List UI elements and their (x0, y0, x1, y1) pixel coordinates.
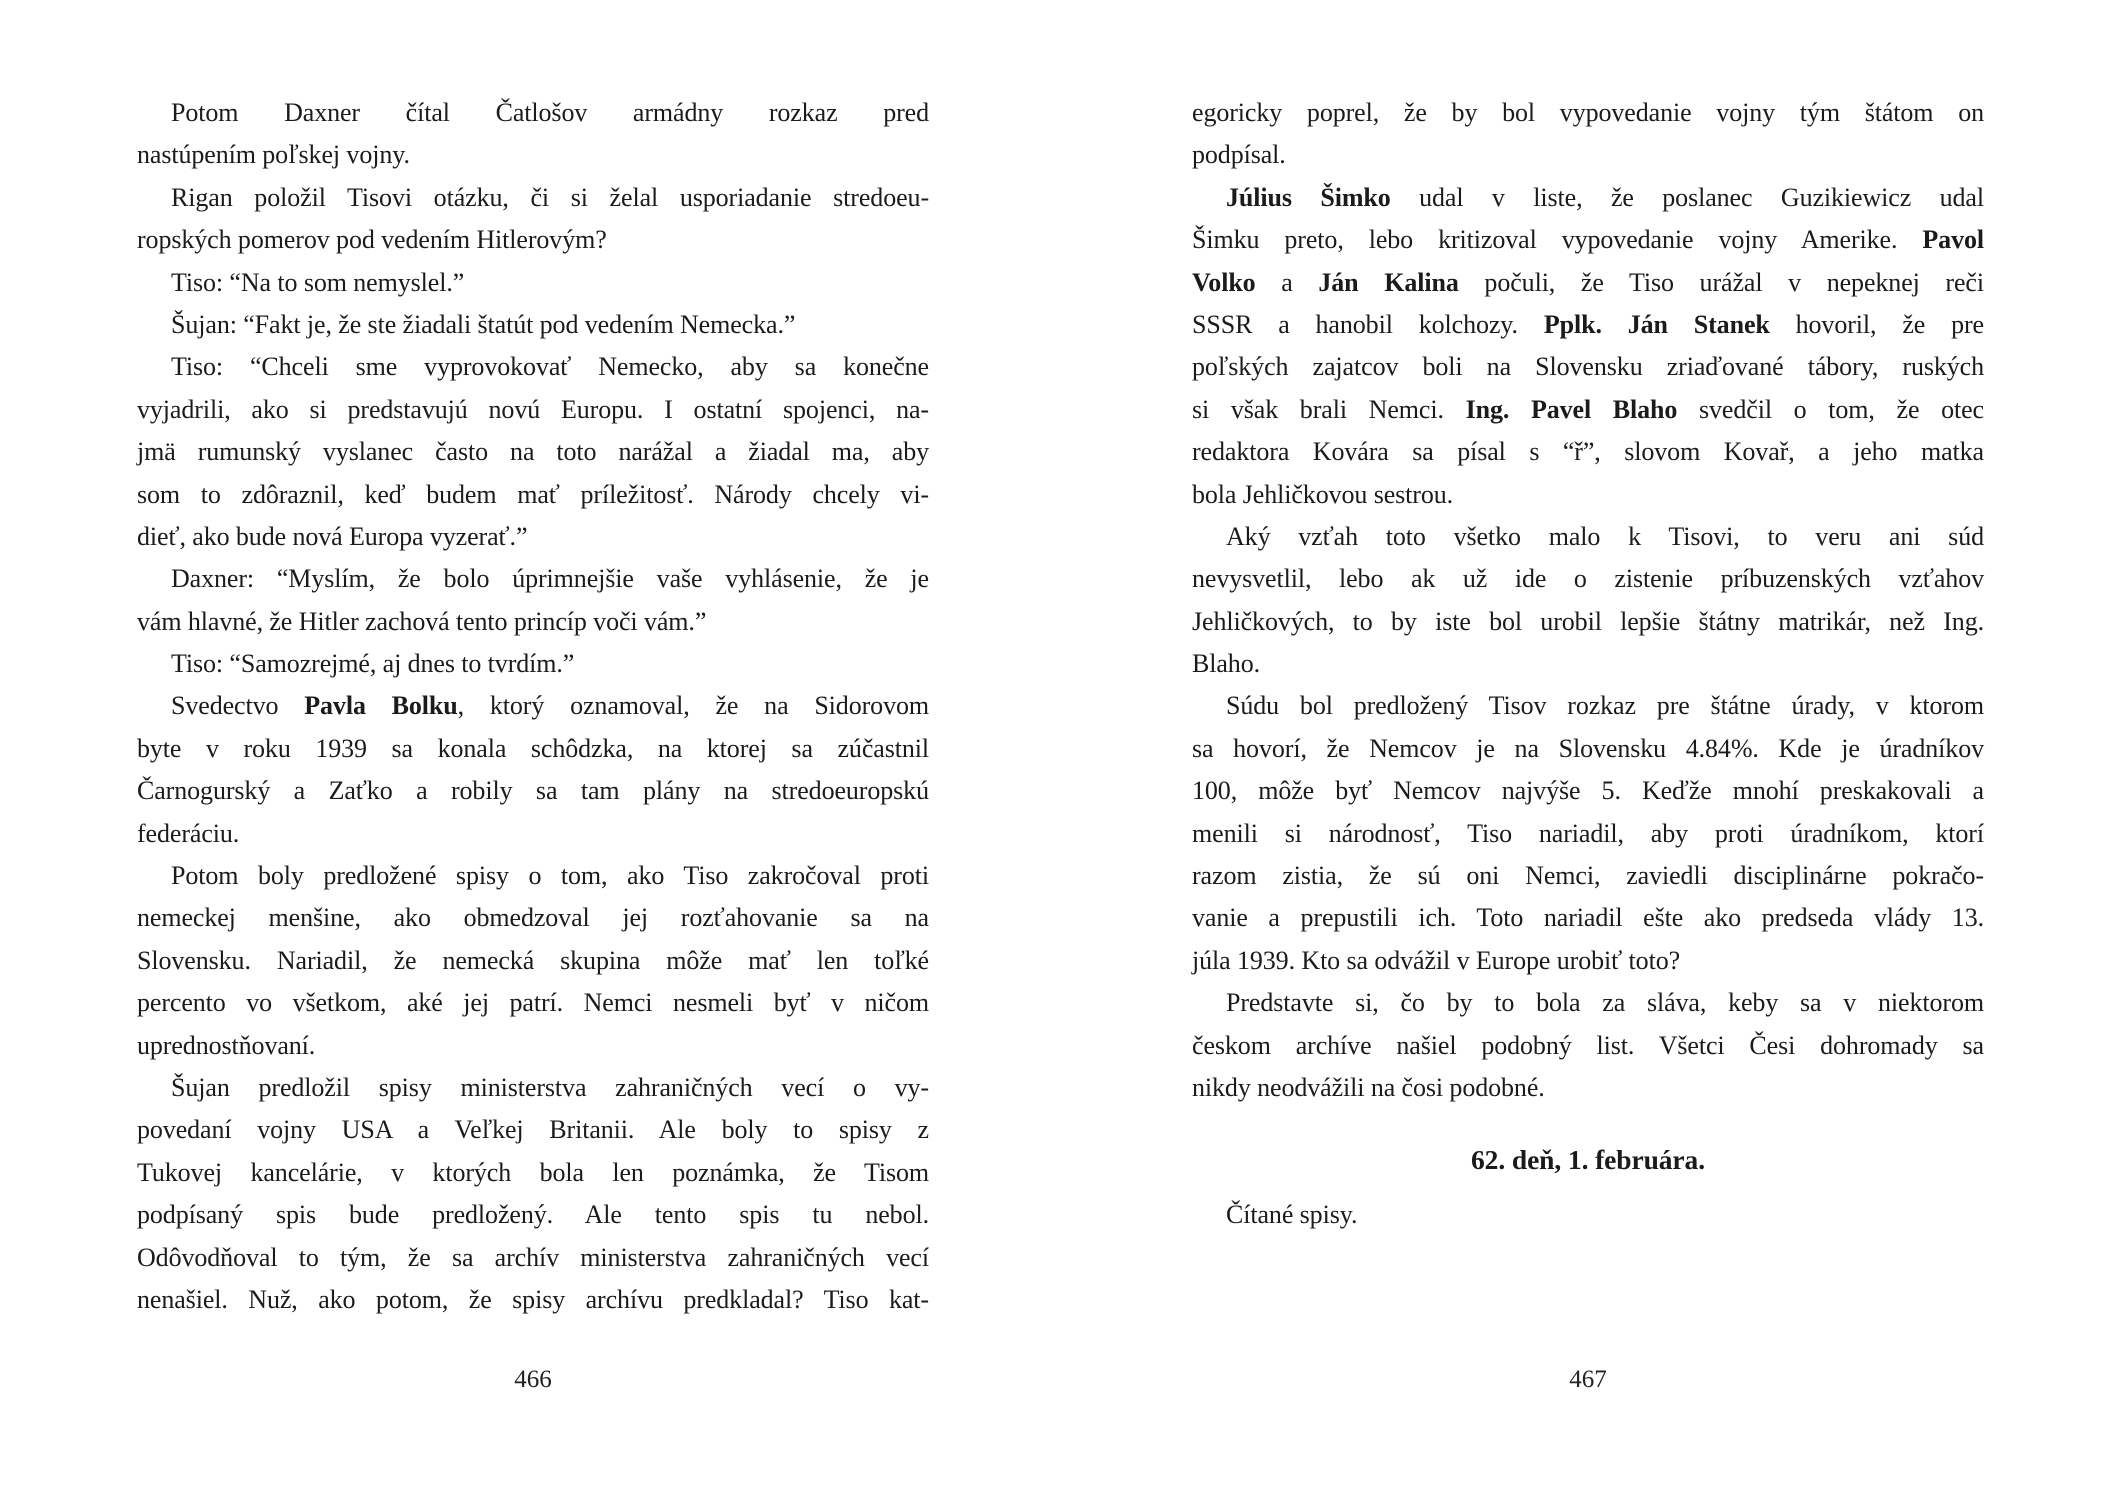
text-segment: Daxner: “Myslím, že bolo úprimnejšie vaše vyhlásenie, že je (171, 564, 929, 594)
text-segment: si však brali Nemci. (1192, 394, 1466, 424)
text-segment: nastúpením poľskej vojny. (137, 140, 410, 170)
text-line (137, 897, 929, 939)
text-segment: uprednostňovaní. (137, 1030, 316, 1060)
text-segment: nenašiel. Nuž, ako potom, že spisy archívu predkladal? Tiso kat- (137, 1284, 929, 1314)
text-line (1192, 643, 1984, 685)
paragraph (1192, 177, 1984, 516)
person-name-bold: Pavol (1922, 225, 1984, 255)
text-segment: vám hlavné, že Hitler zachová tento princíp voči vám.” (137, 606, 707, 636)
text-line (137, 262, 929, 304)
text-segment: počuli, že Tiso urážal v nepeknej reči (1458, 267, 1984, 297)
text-segment: poľských zajatcov boli na Slovensku zriaďované tábory, ruských (1192, 352, 1984, 382)
text-line (1192, 134, 1984, 176)
text-segment: Blaho. (1192, 649, 1261, 679)
text-segment: percento vo všetkom, aké jej patrí. Nemci nesmeli byť v ničom (137, 988, 929, 1018)
page-number-left: 466 (514, 1366, 552, 1393)
text-segment: českom archíve našiel podobný list. Všetci Česi dohromady sa (1192, 1030, 1984, 1060)
text-segment: dieť, ako bude nová Europa vyzerať.” (137, 521, 528, 551)
text-line (137, 431, 929, 473)
person-name-bold: Ján Kalina (1318, 267, 1459, 297)
paragraph (1192, 982, 1984, 1109)
text-segment: bola Jehličkovou sestrou. (1192, 479, 1454, 509)
paragraph (137, 262, 929, 304)
text-line (137, 601, 929, 643)
text-segment: SSSR a hanobil kolchozy. (1192, 309, 1544, 339)
text-segment: sa hovorí, že Nemcov je na Slovensku 4.84%. Kde je úradníkov (1192, 733, 1984, 763)
text-segment: Predstavte si, čo by to bola za sláva, keby sa v niektorom (1226, 988, 1984, 1018)
text-line (1192, 1025, 1984, 1067)
text-segment: povedaní vojny USA a Veľkej Britanii. Ale boly to spisy z (137, 1115, 929, 1145)
text-line (137, 1109, 929, 1151)
text-segment: a (1255, 267, 1319, 297)
text-line (1192, 474, 1984, 516)
text-line (137, 1279, 929, 1321)
text-segment: Potom boly predložené spisy o tom, ako Tiso zakročoval proti (171, 861, 929, 891)
text-line (137, 855, 929, 897)
paragraph (137, 304, 929, 346)
person-name-bold: Ing. Pavel Blaho (1465, 394, 1678, 424)
text-line (1192, 1067, 1984, 1109)
text-segment: nemeckej menšine, ako obmedzoval jej rozťahovanie sa na (137, 903, 929, 933)
paragraph (137, 685, 929, 855)
text-segment: Šimku preto, lebo kritizoval vypovedanie vojny Amerike. (1192, 225, 1923, 255)
text-segment: ropských pomerov pod vedením Hitlerovým? (137, 225, 607, 255)
text-segment: Odôvodňoval to tým, že sa archív ministerstva zahraničných vecí (137, 1242, 929, 1272)
person-name-bold: Volko (1192, 267, 1256, 297)
text-line (1192, 1194, 1984, 1236)
text-line (1192, 855, 1984, 897)
text-segment: júla 1939. Kto sa odvážil v Europe urobiť toto? (1192, 945, 1681, 975)
text-line (1192, 685, 1984, 727)
page-right-text (1192, 92, 1984, 1236)
text-line (137, 177, 929, 219)
text-segment: Tiso: “Na to som nemyslel.” (171, 267, 465, 297)
text-segment: podpísaný spis bude predložený. Ale tento spis tu nebol. (137, 1200, 929, 1230)
paragraph (1192, 516, 1984, 686)
text-line (1192, 813, 1984, 855)
text-line (137, 474, 929, 516)
section-heading (1192, 1139, 1984, 1181)
text-segment: Rigan položil Tisovi otázku, či si želal usporiadanie stredoeu- (171, 182, 929, 212)
text-segment: Tiso: “Samozrejmé, aj dnes to tvrdím.” (171, 649, 575, 679)
text-line (1192, 389, 1984, 431)
text-line (1192, 728, 1984, 770)
text-segment: vyjadrili, ako si predstavujú novú Europu. I ostatní spojenci, na- (137, 394, 929, 424)
paragraph (137, 855, 929, 1067)
text-line (137, 304, 929, 346)
text-line (1192, 1139, 1984, 1181)
text-segment: redaktora Kovára sa písal s “ř”, slovom Kovař, a jeho matka (1192, 437, 1984, 467)
text-segment: menili si národnosť, Tiso nariadil, aby proti úradníkom, ktorí (1192, 818, 1984, 848)
text-line (137, 558, 929, 600)
text-segment: egoricky poprel, že by bol vypovedanie vojny tým štátom on (1192, 98, 1984, 127)
text-line (1192, 219, 1984, 261)
text-segment: Šujan: “Fakt je, že ste žiadali štatút pod vedením Nemecka.” (171, 309, 796, 339)
text-line (137, 982, 929, 1024)
text-line (1192, 92, 1984, 134)
text-line (1192, 897, 1984, 939)
person-name-bold: Pavla Bolku (304, 691, 458, 721)
paragraph (137, 92, 929, 177)
text-segment: razom zistia, že sú oni Nemci, zaviedli disciplinárne pokračo- (1192, 861, 1984, 891)
text-line (1192, 940, 1984, 982)
text-line (137, 219, 929, 261)
text-line (1192, 982, 1984, 1024)
text-segment: Aký vzťah toto všetko malo k Tisovi, to veru ani súd (1226, 521, 1984, 551)
text-segment: Slovensku. Nariadil, že nemecká skupina môže mať len toľké (137, 945, 929, 975)
text-segment: Čítané spisy. (1226, 1199, 1358, 1229)
text-segment: Čarnogurský a Zaťko a robily sa tam plány na stredoeuropskú (137, 776, 929, 806)
text-line (1192, 431, 1984, 473)
text-line (137, 516, 929, 558)
text-segment: byte v roku 1939 sa konala schôdzka, na ktorej sa zúčastnil (137, 733, 929, 763)
person-name-bold: 62. deň, 1. februára. (1471, 1144, 1705, 1176)
text-segment: som to zdôraznil, keď budem mať príležitosť. Národy chcely vi- (137, 479, 929, 509)
text-segment: Jehličkových, to by iste bol urobil lepšie štátny matrikár, než Ing. (1192, 606, 1984, 636)
text-segment: Svedectvo (171, 691, 305, 721)
text-line (1192, 601, 1984, 643)
page-number-right: 467 (1569, 1366, 1607, 1393)
text-line (137, 134, 929, 176)
paragraph (137, 177, 929, 262)
text-segment: , ktorý oznamoval, že na Sidorovom (457, 691, 929, 721)
text-segment: Potom Daxner čítal Čatlošov armádny rozkaz pred (171, 98, 929, 127)
text-line (1192, 304, 1984, 346)
paragraph (137, 346, 929, 558)
text-line (137, 813, 929, 855)
person-name-bold: Július Šimko (1226, 182, 1391, 212)
text-segment: hovoril, že pre (1769, 309, 1984, 339)
text-segment: udal v liste, že poslanec Guzikiewicz udal (1390, 182, 1984, 212)
text-line (137, 1237, 929, 1279)
page-left-text (137, 92, 929, 1321)
paragraph (1192, 1194, 1984, 1236)
text-line (1192, 177, 1984, 219)
paragraph (1192, 92, 1984, 177)
text-line (137, 92, 929, 134)
text-line (137, 770, 929, 812)
text-line (1192, 516, 1984, 558)
text-line (137, 1025, 929, 1067)
text-segment: vanie a prepustili ich. Toto nariadil ešte ako predseda vlády 13. (1192, 903, 1984, 933)
text-segment: nevysvetlil, lebo ak už ide o zistenie príbuzenských vzťahov (1192, 564, 1984, 594)
text-line (137, 940, 929, 982)
text-line (1192, 262, 1984, 304)
text-segment: svedčil o tom, že otec (1677, 394, 1984, 424)
text-line (137, 346, 929, 388)
text-line (137, 1067, 929, 1109)
text-line (137, 685, 929, 727)
person-name-bold: Pplk. Ján Stanek (1543, 309, 1770, 339)
text-line (137, 389, 929, 431)
text-segment: Šujan predložil spisy ministerstva zahraničných vecí o vy- (171, 1072, 929, 1102)
paragraph (137, 1067, 929, 1321)
text-line (1192, 770, 1984, 812)
text-segment: Súdu bol predložený Tisov rozkaz pre štátne úrady, v ktorom (1226, 691, 1984, 721)
text-line (137, 1194, 929, 1236)
text-segment: podpísal. (1192, 140, 1286, 170)
text-line (137, 728, 929, 770)
text-segment: Tukovej kancelárie, v ktorých bola len poznámka, že Tisom (137, 1157, 929, 1187)
text-segment: 100, môže byť Nemcov najvýše 5. Keďže mnohí preskakovali a (1192, 776, 1984, 806)
text-segment: Tiso: “Chceli sme vyprovokovať Nemecko, aby sa konečne (171, 352, 929, 382)
text-line (1192, 346, 1984, 388)
text-line (137, 1152, 929, 1194)
text-segment: federáciu. (137, 818, 240, 848)
text-segment: nikdy neodvážili na čosi podobné. (1192, 1072, 1545, 1102)
text-line (137, 643, 929, 685)
paragraph (137, 643, 929, 685)
paragraph (1192, 685, 1984, 982)
paragraph (137, 558, 929, 643)
text-segment: jmä rumunský vyslanec často na toto narážal a žiadal ma, aby (137, 437, 929, 467)
text-line (1192, 558, 1984, 600)
